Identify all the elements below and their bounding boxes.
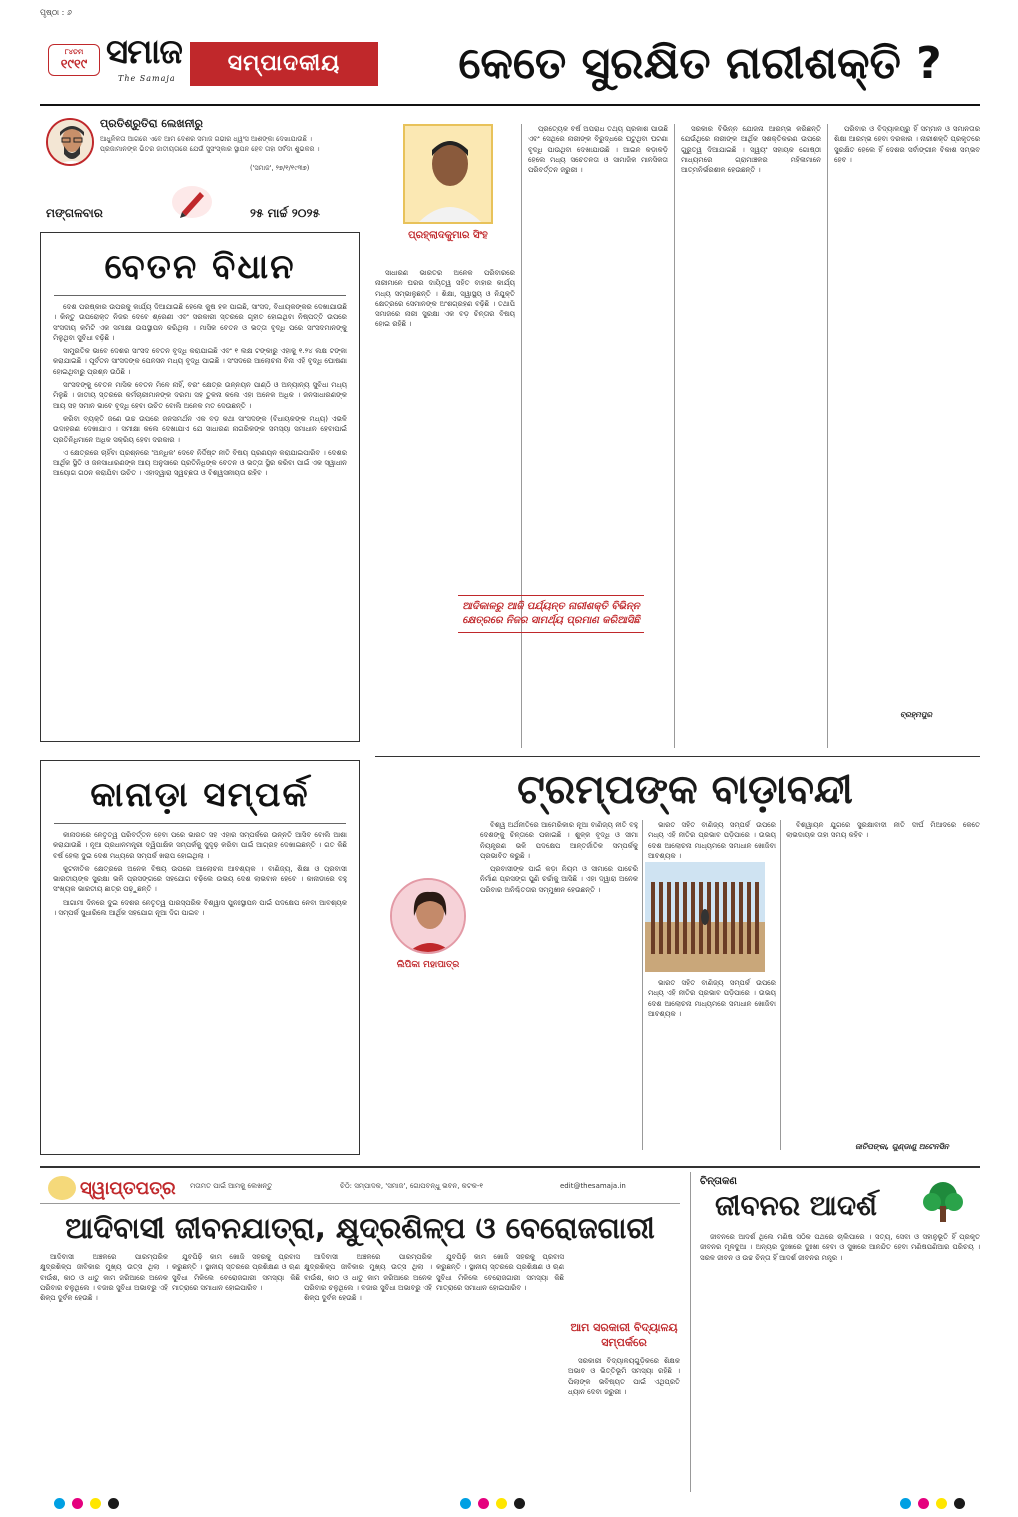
article-column: [304, 1252, 432, 1492]
registration-dot: [54, 1498, 65, 1509]
editorial-title: ବେତନ ବିଧାନ: [104, 247, 296, 287]
letters-address: ଚିଠି: ସମ୍ପାଦକ, 'ସମାଜ', ଗୋପବନ୍ଧୁ ଭବନ, କଟକ-୧: [340, 1182, 484, 1190]
tribal-headline: ଆଦିବାସୀ ଜୀବନଯାତ୍ରା, କ୍ଷୁଦ୍ରଶିଳ୍ପ ଓ ବେରୋଜଗାରୀ: [65, 1211, 655, 1245]
pen-icon: [170, 184, 214, 220]
letters-title: ସ୍ୱାପ୍ତପତ୍ର: [80, 1178, 176, 1199]
registration-dot: [918, 1498, 929, 1509]
editorial-salary-box: [40, 232, 360, 742]
paragraph: ଭାରତ ସହିତ ବାଣିଜ୍ୟ ସମ୍ପର୍କ ଉପରେ ମଧ୍ୟ ଏହି ନୀତିର ପ୍ରଭାବ ପଡ଼ିପାରେ । ଉଭୟ ଦେଶ ଆଲୋଚନା ମାଧ୍ୟମରେ ସମାଧାନ ଖୋଜିବା ଆବଶ୍ୟକ ।: [648, 821, 776, 860]
author-photo-frame: [380, 878, 476, 988]
border-wall-photo: [645, 862, 765, 972]
article-column: [528, 124, 668, 584]
article-column: [436, 1252, 564, 1492]
registration-dot: [108, 1498, 119, 1509]
lead-headline: କେତେ ସୁରକ୍ଷିତ ନାରୀଶକ୍ତି ?: [458, 38, 942, 89]
article-column: [40, 1252, 168, 1492]
article-column: [786, 820, 980, 1138]
paragraph: ପରିବାର ଓ ବିଦ୍ୟାଳୟରୁ ହିଁ ସମ୍ମାନ ଓ ସମାନତାର ଶିକ୍ଷା ଆରମ୍ଭ ହେବା ଦରକାର । ନାରୀଶକ୍ତି ପ୍ରକୃତରେ ସୁରକ୍ଷିତ ହେଲେ ହିଁ ଦେଶର ସର୍ବାଙ୍ଗୀନ ବିକାଶ ସମ୍ଭବ ହେବ ।: [834, 125, 980, 164]
column-divider: [690, 1172, 691, 1492]
author-name: ଲିପିକା ମହାପାତ୍ର: [396, 960, 460, 970]
paragraph: ସରକାର ବିଭିନ୍ନ ଯୋଜନା ଆରମ୍ଭ କରିଛନ୍ତି ଯେଉଁଥିରେ ନାରୀଙ୍କ ଆର୍ଥିକ ସଶକ୍ତିକରଣ ଉପରେ ଗୁରୁତ୍ୱ ଦିଆଯାଇଛି । ସ୍ୱୟଂ ସହାୟକ ଗୋଷ୍ଠୀ ମାଧ୍ୟମରେ ଗ୍ରାମାଞ୍ଚଳର ମହିଳାମାନେ ଆତ୍ମନିର୍ଭରଶୀଳ ହେଉଛନ୍ତି ।: [681, 125, 821, 175]
article-byline: ବ୍ରହ୍ମପୁର: [900, 710, 933, 719]
promise-citation: ('ସମାଜ', ୨୭/୧/୧୯୩୭): [250, 164, 310, 172]
section-title: ସମ୍ପାଦକୀୟ: [190, 42, 378, 86]
paragraph: ଯୁବପିଢ଼ି କାମ ଖୋଜି ସହରକୁ ପ୍ରବାସ କରୁଛନ୍ତି । ସ୍ଥାନୀୟ ସ୍ତରରେ ପ୍ରଶିକ୍ଷଣ ଓ ଋଣ ସୁବିଧା ମିଳିଲେ ବେରୋଜଗାରୀ ସମସ୍ୟା କିଛି ମାତ୍ରାରେ ସମାଧାନ ହୋଇପାରିବ ।: [436, 1253, 564, 1292]
thought-title: ଜୀବନର ଆଦର୍ଶ: [715, 1189, 878, 1222]
school-subheadline: ଆମ ସରକାରୀ ବିଦ୍ୟାଳୟ ସମ୍ପର୍କରେ: [570, 1321, 678, 1349]
article-column: [648, 820, 776, 860]
divider: [54, 823, 347, 824]
paragraph: କରିବା ବ୍ୟକ୍ତି ଜଣେ ଉଚ୍ଚ ଉପରେ ଜନସମର୍ଥନ ଏକ ବଡ଼ କଥା ସାଂସଦଙ୍କ (ବିଧାୟକଙ୍କ ମଧ୍ୟ) ଏଭଳି ଉଦାହରଣ ଦେଖାଯାଏ । ସମୀକ୍ଷା କଲେ ଦେଖାଯାଏ ଯେ ସାଧାରଣ ନାଗରିକଙ୍କ ସମସ୍ୟା ସମାଧାନ ହେବାପାଇଁ ପ୍ରତିନିଧିମାନେ ଅଧିକ ସକ୍ରିୟ ହେବା ଦରକାର ।: [53, 414, 347, 444]
paragraph: ସରକାରୀ ବିଦ୍ୟାଳୟଗୁଡ଼ିକରେ ଶିକ୍ଷକ ଅଭାବ ଓ ଭିତ୍ତିଭୂମି ସମସ୍ୟା ରହିଛି । ପିଲାଙ୍କ ଭବିଷ୍ୟତ ପାଇଁ ଏଥିପ୍ରତି ଧ୍ୟାନ ଦେବା ଜରୁରୀ ।: [568, 1357, 680, 1396]
thought-label: ଚିନ୍ତାକଣ: [700, 1176, 737, 1187]
paragraph: ସାଧାରଣ ଭାରତର ଅନେକ ପରିବାରରେ ନାରୀମାନେ ଘରର ଦାୟିତ୍ୱ ସହିତ ବାହାର କାର୍ଯ୍ୟ ମଧ୍ୟ ସମ୍ଭାଳୁଛନ୍ତି । ଶିକ୍ଷା, ସ୍ୱାସ୍ଥ୍ୟ ଓ ନିଯୁକ୍ତି କ୍ଷେତ୍ରରେ ସେମାନଙ୍କ ଅଂଶଗ୍ରହଣ ବଢ଼ିଛି । ତଥାପି ସମାଜରେ ନାରୀ ସୁରକ୍ଷା ଏକ ବଡ଼ ଚିନ୍ତାର ବିଷୟ ହୋଇ ରହିଛି ।: [375, 269, 515, 329]
column-divider: [642, 820, 643, 1150]
top-divider: [40, 104, 980, 106]
article-column: [834, 124, 980, 704]
thought-body: [700, 1232, 980, 1492]
year-badge-year: ୧୯୧୯: [60, 56, 88, 72]
letters-banner: [40, 1172, 680, 1204]
paragraph: ଆଦିବାସୀ ଅଞ୍ଚଳରେ ପାରମ୍ପରିକ କ୍ଷୁଦ୍ରଶିଳ୍ପ ଜୀବିକାର ମୁଖ୍ୟ ଉତ୍ସ ଥିଲା । ବାଉଁଶ, କାଠ ଓ ଧାତୁ କାମ ଜରିଆରେ ଅନେକ ପରିବାର ଚଳୁଥିଲେ । ବଜାର ସୁବିଧା ଅଭାବରୁ ଏହି ଶିଳ୍ପ ଦୁର୍ବଳ ହେଉଛି ।: [304, 1253, 432, 1303]
column-divider: [521, 124, 522, 748]
paragraph: ବିଶ୍ୱ ଅର୍ଥନୀତିରେ ଆମେରିକାର ନୂଆ ବାଣିଜ୍ୟ ନୀତି ବହୁ ଦେଶଙ୍କୁ ଚିନ୍ତାରେ ପକାଇଛି । ଶୁଳ୍କ ବୃଦ୍ଧି ଓ ସୀମା ନିୟନ୍ତ୍ରଣ ଭଳି ପଦକ୍ଷେପ ଆନ୍ତର୍ଜାତିକ ସମ୍ପର୍କକୁ ପ୍ରଭାବିତ କରୁଛି ।: [480, 821, 638, 860]
letters-email-link[interactable]: edit@thesamaja.in: [560, 1182, 626, 1190]
tree-icon: [920, 1180, 966, 1224]
paragraph: ଦେଶ ପରଷ୍କାର ଉପରକୁ କାର୍ଯ୍ୟ ଦିଆଯାଇଛି ହେଲେ କୁଷ ହଳ ପାଇଛି, ସାଂସଦ, ବିଧାୟକଙ୍କର ଦେଖାଯାଉଛି । କିନ୍ତୁ ଉପରୋକ୍ତ ନିଜର ଦେବେ ଶ୍ରେଣୀ ଏବଂ ସରକାରୀ ସ୍ତରରେ ଗୃହୀତ ହୋଇଥିବା ନିଷ୍ପତ୍ତି ଉପରେ ସଂସଦୀୟ କମିଟି ଏକ ସମୀକ୍ଷା ଉପସ୍ଥାପନ କରିଥିଲା । ମାସିକ ବେତନ ଓ ଭତ୍ତା ବୃଦ୍ଧି ପରେ ସାଂସଦମାନଙ୍କୁ ମିଳୁଥିବା ସୁବିଧା ବଢ଼ିଛି ।: [53, 303, 347, 342]
newspaper-name-english: The Samaja: [118, 74, 176, 83]
divider: [54, 295, 347, 296]
column-divider: [674, 124, 675, 748]
registration-marks-center: [460, 1498, 525, 1509]
article-column: [480, 820, 638, 1146]
registration-dot: [90, 1498, 101, 1509]
article-column: [172, 1252, 300, 1492]
masthead: [40, 24, 415, 100]
year-badge-top: ୮୪ତମ: [64, 48, 84, 56]
author-name: ପ୍ରହ୍ଲାଦକୁମାର ସିଂହ: [408, 230, 488, 241]
registration-dot: [514, 1498, 525, 1509]
promise-label: ପ୍ରତିଶ୍ରୁତିରା ଲେଖନୀରୁ: [100, 117, 203, 130]
registration-marks-left: [54, 1498, 119, 1509]
paragraph: ବିଶ୍ୱାୟନ ଯୁଗରେ ସୁରକ୍ଷାବାଦୀ ନୀତି ଦୀର୍ଘ ମିଆଦରେ କେତେ ଲାଭଦାୟକ ତାହା ସମୟ କହିବ ।: [786, 821, 980, 840]
author-photo: [390, 878, 466, 954]
registration-dot: [72, 1498, 83, 1509]
article-column: [648, 978, 776, 1146]
author-photo: [403, 124, 493, 224]
paragraph: ଯୁବପିଢ଼ି କାମ ଖୋଜି ସହରକୁ ପ୍ରବାସ କରୁଛନ୍ତି । ସ୍ଥାନୀୟ ସ୍ତରରେ ପ୍ରଶିକ୍ଷଣ ଓ ଋଣ ସୁବିଧା ମିଳିଲେ ବେରୋଜଗାରୀ ସମସ୍ୟା କିଛି ମାତ୍ରାରେ ସମାଧାନ ହୋଇପାରିବ ।: [172, 1253, 300, 1292]
paragraph: ସାମ୍ପ୍ରତିକ ଭାବେ ଦେଶର ସାଂସଦ ବେତନ ବୃଦ୍ଧି କରାଯାଇଛି ଏବଂ ୧ ଲକ୍ଷ ଟଙ୍କାରୁ ଏହାକୁ ୧.୨୪ ଲକ୍ଷ ଟଙ୍କା କରାଯାଇଛି । ପୂର୍ବତନ ସାଂସଦଙ୍କ ପେନସନ ମଧ୍ୟ ବୃଦ୍ଧି ପାଇଛି । ସଂସଦରେ ଆଲୋଚନା ବିନା ଏହି ବୃଦ୍ଧି ଘୋଷଣା ହୋଇଥିବାରୁ ପ୍ରଶ୍ନ ଉଠିଛି ।: [53, 347, 347, 376]
editorial-title: କାନାଡ଼ା ସମ୍ପର୍କ: [90, 775, 310, 815]
pull-quote: ଆଦିକାଳରୁ ଆଜି ପର୍ଯ୍ୟନ୍ତ ନାରୀଶକ୍ତି ବିଭିନ୍ନ କ୍ଷେତ୍ରରେ ନିଜର ସାମର୍ଥ୍ୟ ପ୍ରମାଣ କରିଆସିଛି: [458, 595, 644, 633]
column-divider: [780, 820, 781, 1150]
founder-portrait: [46, 118, 94, 166]
article-column: [568, 1356, 680, 1492]
section-divider: [375, 756, 980, 757]
article-byline: ଜାତିପଙ୍କା, ଗୁଣ୍ଡାଣୁ ଅଟେନସିନ: [855, 1142, 949, 1151]
paragraph: ଆଦିବାସୀ ଅଞ୍ଚଳରେ ପାରମ୍ପରିକ କ୍ଷୁଦ୍ରଶିଳ୍ପ ଜୀବିକାର ମୁଖ୍ୟ ଉତ୍ସ ଥିଲା । ବାଉଁଶ, କାଠ ଓ ଧାତୁ କାମ ଜରିଆରେ ଅନେକ ପରିବାର ଚଳୁଥିଲେ । ବଜାର ସୁବିଧା ଅଭାବରୁ ଏହି ଶିଳ୍ପ ଦୁର୍ବଳ ହେଉଛି ।: [40, 1253, 168, 1303]
registration-dot: [496, 1498, 507, 1509]
registration-dot: [478, 1498, 489, 1509]
registration-marks-right: [900, 1498, 965, 1509]
registration-dot: [460, 1498, 471, 1509]
paragraph: ଏ କ୍ଷେତ୍ରରେ ଚାହିଁବା ପ୍ରଶ୍ନରେ 'ଅନ୍ଧିକ' ଦେବେ ନିର୍ଦ୍ଦିଷ୍ଟ ନୀତି ବିଷୟ ପ୍ରଣୟନ କରାଯାଇପାରିବ । ଦେଶର ଆର୍ଥିକ ସ୍ଥିତି ଓ ଜନସାଧାରଣଙ୍କ ଆୟ ଅନୁସାରେ ପ୍ରତିନିଧିଙ୍କ ବେତନ ଓ ଭତ୍ତା ସ୍ଥିର କରିବା ପାଇଁ ଏକ ସ୍ୱାଧୀନ ଆୟୋଗ ଗଠନ କରାଯିବା ଉଚିତ । ଏହାଦ୍ୱାରା ସ୍ୱଚ୍ଛତା ଓ ବିଶ୍ୱସନୀୟତା ରହିବ ।: [53, 448, 347, 478]
editorial-canada-box: [40, 760, 360, 1155]
registration-dot: [954, 1498, 965, 1509]
promise-text: ଆଧୁନିକତା ଆଗରେ ଏବେ ଆମ ଦେଶର ସମାଜ ଗଭୀର ଧ୍ୱଂସ ଆଶଙ୍କା ଦେଖାଯାଉଛି । ପ୍ରଜାମାନଙ୍କ ଭିତର ଜାତୀୟତାରେ ଯେଉଁ ସୁସଂସ୍କାର ସ୍ଥାପନ ହେବ ତାହା ସର୍ବଦା ଶୁଭକର ।: [100, 135, 320, 153]
section-divider: [40, 1166, 980, 1168]
paragraph: ଜୀବନରେ ଆଦର୍ଶ ଥିଲେ ମଣିଷ ସଠିକ ପଥରେ ଚାଲିପାରେ । ସତ୍ୟ, ସେବା ଓ ସହାନୁଭୂତି ହିଁ ପ୍ରକୃତ ଜୀବନର ମୂଳଦୁଆ । ଅନ୍ୟର ଦୁଃଖରେ ଦୁଃଖୀ ହେବା ଓ ସୁଖରେ ଆନନ୍ଦିତ ହେବା ମଣିଷପଣିଆର ପରିଚୟ । ସରଳ ଜୀବନ ଓ ଉଚ୍ଚ ଚିନ୍ତା ହିଁ ଆଦର୍ଶ ଜୀବନର ମନ୍ତ୍ର ।: [700, 1233, 980, 1262]
column-divider: [827, 124, 828, 748]
page-number: ପୃଷ୍ଠା : ୬: [40, 8, 72, 17]
editorial-body: [41, 302, 359, 712]
author-photo-frame: [395, 124, 501, 258]
trump-headline: ଟ୍ରମ୍ପଙ୍କ ବାଡ଼ାବନ୍ଦୀ: [517, 767, 853, 813]
paragraph: ପ୍ରବାସୀଙ୍କ ପାଇଁ କଡ଼ା ନିୟମ ଓ ସୀମାରେ ପାଚେରି ନିର୍ମାଣ ପ୍ରସଙ୍ଗ ପୁଣି ଚର୍ଚ୍ଚାକୁ ଆସିଛି । ଏହା ଦ୍ୱାରା ଅନେକ ପରିବାର ଅନିଶ୍ଚିତତାର ସମ୍ମୁଖୀନ ହେଉଛନ୍ତି ।: [480, 865, 638, 894]
paragraph: କାନାଡାରେ ନେତୃତ୍ୱ ପରିବର୍ତ୍ତନ ହେବା ପରେ ଭାରତ ସହ ଏହାର ସମ୍ପର୍କରେ ଉନ୍ନତି ଆସିବ ବୋଲି ଆଶା କରାଯାଉଛି । ନୂଆ ପ୍ରଧାନମନ୍ତ୍ରୀ ଦ୍ୱିପାକ୍ଷିକ ସମ୍ପର୍କକୁ ସୁଦୃଢ଼ କରିବା ପାଇଁ ଆଗ୍ରହ ଦେଖାଇଛନ୍ତି । ଗତ କିଛି ବର୍ଷ ହେଲା ଦୁଇ ଦେଶ ମଧ୍ୟରେ ସମ୍ପର୍କ ଖରାପ ହୋଇଥିଲା ।: [53, 831, 347, 860]
issue-date: ୨୫ ମାର୍ଚ୍ଚ ୨୦୨୫: [250, 206, 320, 220]
year-badge: [48, 44, 100, 76]
editorial-body: [41, 830, 359, 1130]
paragraph: ଭାରତ ସହିତ ବାଣିଜ୍ୟ ସମ୍ପର୍କ ଉପରେ ମଧ୍ୟ ଏହି ନୀତିର ପ୍ରଭାବ ପଡ଼ିପାରେ । ଉଭୟ ଦେଶ ଆଲୋଚନା ମାଧ୍ୟମରେ ସମାଧାନ ଖୋଜିବା ଆବଶ୍ୟକ ।: [648, 979, 776, 1018]
paragraph: ପ୍ରତ୍ୟେକ ବର୍ଷ ଅପରାଧ ତଥ୍ୟ ପ୍ରକାଶ ପାଉଛି ଏବଂ ସେଥିରେ ନାରୀଙ୍କ ବିରୁଦ୍ଧରେ ଘଟୁଥିବା ଘଟଣା ବୃଦ୍ଧି ପାଉଥିବା ଦେଖାଯାଉଛି । ଆଇନ କଡ଼ାକଡ଼ି ହେଲେ ମଧ୍ୟ ସଚେତନତା ଓ ସାମାଜିକ ମାନସିକତା ପରିବର୍ତ୍ତନ ଜରୁରୀ ।: [528, 125, 668, 175]
registration-dot: [936, 1498, 947, 1509]
paragraph: କୁଟନୀତିକ କ୍ଷେତ୍ରରେ ଅନେକ ବିଷୟ ଉପରେ ଆଲୋଚନା ଆବଶ୍ୟକ । ବାଣିଜ୍ୟ, ଶିକ୍ଷା ଓ ପ୍ରବାସୀ ଭାରତୀୟଙ୍କ ସୁରକ୍ଷା ଭଳି ପ୍ରସଙ୍ଗରେ ସହଯୋଗ ବଢ଼ିଲେ ଉଭୟ ଦେଶ ଲାଭବାନ ହେବେ । କାନାଡାରେ ବହୁ ସଂଖ୍ୟକ ଭାରତୀୟ ଛାତ୍ର ପଢ଼ୁଛନ୍ତି ।: [53, 864, 347, 894]
letters-invite: ମତାମତ ପାଇଁ ଆମକୁ ଲେଖନ୍ତୁ: [190, 1182, 273, 1190]
paragraph: ଆଗାମୀ ଦିନରେ ଦୁଇ ଦେଶର ନେତୃତ୍ୱ ପାରସ୍ପରିକ ବିଶ୍ୱାସ ପୁନଃସ୍ଥାପନ ପାଇଁ ପଦକ୍ଷେପ ନେବା ଆବଶ୍ୟକ । ସମ୍ପର୍କ ସୁଧାରିଲେ ଆର୍ଥିକ ସହଯୋଗ ନୂଆ ଦିଗ ପାଇବ ।: [53, 898, 347, 918]
registration-dot: [900, 1498, 911, 1509]
newspaper-name: ସମାଜ: [106, 32, 182, 72]
weekday: ମଙ୍ଗଳବାର: [46, 206, 103, 220]
article-column: [681, 124, 821, 744]
article-column: [375, 268, 515, 748]
letters-icon: [48, 1176, 76, 1200]
paragraph: ସାଂସଦଙ୍କୁ ବେତନ ମାସିକ ବେତନ ମିଳେ ନାହିଁ, ବରଂ କ୍ଷେତ୍ର ଉନ୍ନୟନ ପାଣ୍ଠି ଓ ଅନ୍ୟାନ୍ୟ ସୁବିଧା ମଧ୍ୟ ମିଳୁଛି । ଜାତୀୟ ସ୍ତରରେ କର୍ମଚାରୀମାନଙ୍କ ଦରମା ସହ ତୁଳନା କଲେ ଏହା ଅନେକ ଅଧିକ । ଜନସାଧାରଣଙ୍କ ଆୟ ସହ ସମାନ ଭାବେ ବୃଦ୍ଧି ହେବା ଉଚିତ ବୋଲି ଅନେକ ମତ ଦେଉଛନ୍ତି ।: [53, 381, 347, 410]
